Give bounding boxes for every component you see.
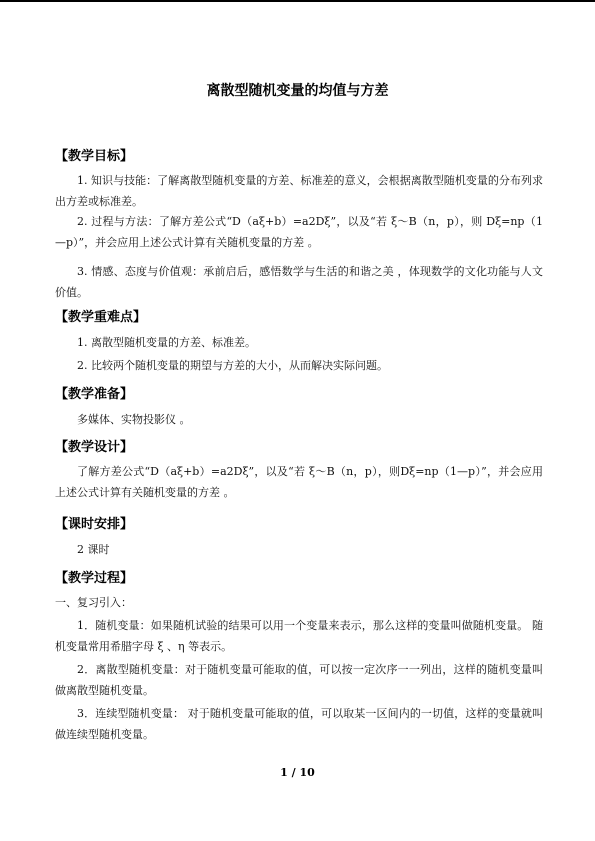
document-title: 离散型随机变量的均值与方差	[206, 83, 389, 99]
goal-item-1: 1. 知识与技能：了解离散型随机变量的方差、标准差的意义，会根据离散型随机变量的分布列求出方差或标准差。	[55, 174, 543, 208]
heading-schedule: 【课时安排】	[55, 517, 134, 532]
design-text: 了解方差公式“D（aξ+b）=a2Dξ”，以及“若 ξ～B（n，p），则Dξ=np（1—p）”，并会应用上述公式计算有关随机变量的方差 。	[55, 465, 543, 499]
process-item-1: 1．随机变量：如果随机试验的结果可以用一个变量来表示，那么这样的变量叫做随机变量。 随机变量常用希腊字母 ξ 、η 等表示。	[55, 619, 543, 653]
heading-design: 【教学设计】	[55, 440, 134, 455]
preparation-text: 多媒体、实物投影仪 。	[77, 413, 191, 426]
goal-item-3: 3. 情感、态度与价值观：承前启后，感悟数学与生活的和谐之美 ，体现数学的文化功能与人文价值。	[55, 265, 543, 299]
schedule-text: 2 课时	[77, 543, 110, 556]
heading-teaching-goals: 【教学目标】	[55, 149, 134, 164]
process-subheading: 一、复习引入：	[55, 596, 132, 609]
process-item-2: 2．离散型随机变量：对于随机变量可能取的值，可以按一定次序一一列出，这样的随机变量叫做离散型随机变量。	[55, 663, 543, 697]
key-point-item-1: 1. 离散型随机变量的方差、标准差。	[77, 336, 256, 349]
goal-item-2: 2. 过程与方法：了解方差公式“D（aξ+b）=a2Dξ”，以及“若 ξ～B（n，p），则 Dξ=np（1—p）”，并会应用上述公式计算有关随机变量的方差 。	[55, 215, 543, 249]
process-item-3: 3．连续型随机变量： 对于随机变量可能取的值，可以取某一区间内的一切值，这样的变量就叫做连续型随机变量。	[55, 707, 543, 741]
heading-preparation: 【教学准备】	[55, 387, 134, 402]
key-point-item-2: 2. 比较两个随机变量的期望与方差的大小，从而解决实际问题。	[77, 359, 388, 372]
heading-teaching-process: 【教学过程】	[55, 571, 134, 586]
heading-key-points: 【教学重难点】	[55, 310, 147, 325]
page-number: 1 / 10	[280, 766, 315, 779]
